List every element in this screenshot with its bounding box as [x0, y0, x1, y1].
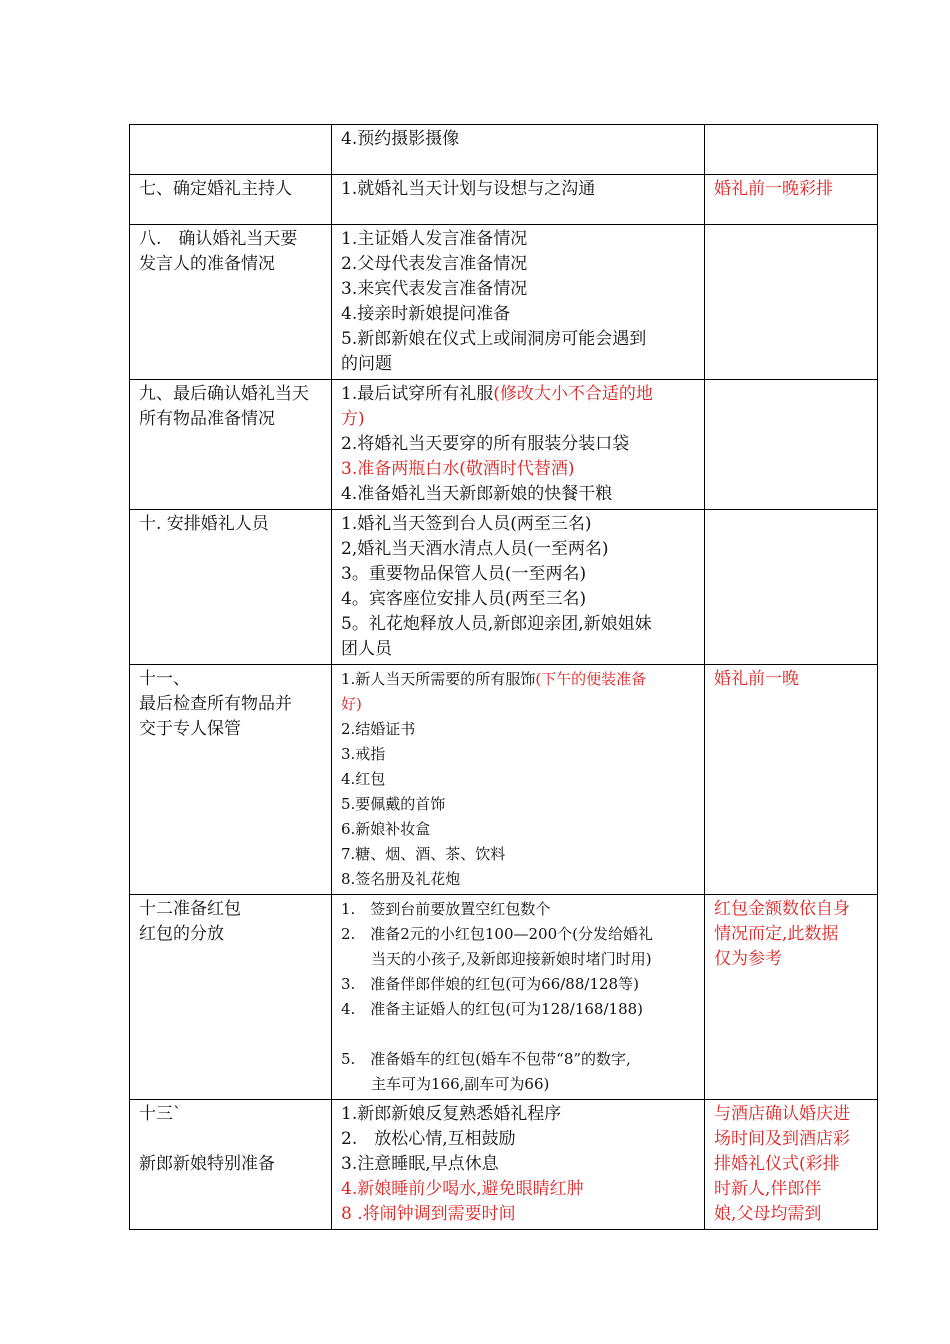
- checklist-item: [341, 817, 698, 842]
- item-text: 4.接亲时新娘提问准备: [341, 304, 511, 324]
- checklist-item: [341, 1152, 698, 1177]
- table-row: [130, 225, 878, 380]
- checklist-item: [341, 227, 698, 252]
- section-title-line: 十. 安排婚礼人员: [139, 514, 269, 534]
- highlight-text: 好): [341, 695, 362, 713]
- item-text: 2.结婚证书: [341, 720, 416, 738]
- item-text: 7.糖、烟、酒、茶、饮料: [341, 845, 506, 863]
- note-line: [714, 127, 871, 152]
- item-text: 团人员: [341, 639, 392, 659]
- checklist-items-cell: [332, 380, 705, 510]
- checklist-item: [341, 1102, 698, 1127]
- section-title-line: 八. 确认婚礼当天要: [139, 229, 298, 249]
- item-text: 1.就婚礼当天计划与设想与之沟通: [341, 179, 596, 199]
- checklist-item: [341, 637, 698, 662]
- table-row: [130, 665, 878, 895]
- section-title-cell: [130, 510, 332, 665]
- note-line: 娘,父母均需到: [714, 1204, 822, 1224]
- checklist-items-cell: [332, 175, 705, 225]
- section-title-line: 新郎新娘特别准备: [139, 1154, 275, 1174]
- checklist-item: [341, 1177, 698, 1202]
- note-line: 场时间及到酒店彩: [714, 1129, 850, 1149]
- checklist-item: [341, 1022, 698, 1047]
- checklist-item: [341, 922, 698, 947]
- checklist-item: [341, 127, 698, 152]
- section-title-line: 最后检查所有物品并: [139, 694, 292, 714]
- checklist-item: [341, 997, 698, 1022]
- note-cell: [705, 895, 878, 1100]
- section-title-line: 七、确定婚礼主持人: [139, 179, 292, 199]
- note-cell: [705, 125, 878, 175]
- item-text: 2. 准备2元的小红包100—200个(分发给婚礼: [341, 925, 653, 943]
- checklist-item: [341, 842, 698, 867]
- item-text: 1.最后试穿所有礼服: [341, 384, 494, 404]
- table-row: [130, 1100, 878, 1230]
- item-text: 1.新人当天所需要的所有服饰: [341, 670, 536, 688]
- checklist-item: [341, 1047, 698, 1072]
- highlight-text: 3.准备两瓶白水(敬酒时代替酒): [341, 459, 575, 479]
- section-title-line: 九、最后确认婚礼当天: [139, 384, 309, 404]
- checklist-item: [341, 177, 698, 202]
- item-text: 4.红包: [341, 770, 386, 788]
- note-line: 排婚礼仪式(彩排: [714, 1154, 840, 1174]
- checklist-item: [341, 302, 698, 327]
- item-text: 5. 准备婚车的红包(婚车不包带“8”的数字,: [341, 1050, 631, 1068]
- section-title-cell: [130, 125, 332, 175]
- item-text: 2.父母代表发言准备情况: [341, 254, 528, 274]
- checklist-items-cell: [332, 1100, 705, 1230]
- checklist-item: [341, 692, 698, 717]
- checklist-item: [341, 587, 698, 612]
- note-line: 时新人,伴郎伴: [714, 1179, 822, 1199]
- item-text: 的问题: [341, 354, 392, 374]
- section-title-line: 十三`: [139, 1104, 182, 1124]
- note-cell: [705, 510, 878, 665]
- item-text: 2. 放松心情,互相鼓励: [341, 1129, 516, 1149]
- checklist-item: [341, 537, 698, 562]
- section-title-line: 发言人的准备情况: [139, 254, 275, 274]
- table-row: [130, 380, 878, 510]
- item-text: 3。重要物品保管人员(一至两名): [341, 564, 587, 584]
- item-text: 8.签名册及礼花炮: [341, 870, 461, 888]
- note-line: 婚礼前一晚彩排: [714, 179, 833, 199]
- checklist-item: [341, 482, 698, 507]
- highlight-text: 方): [341, 409, 365, 429]
- table-row: [130, 895, 878, 1100]
- note-line: 红包金额数依自身: [714, 899, 850, 919]
- section-title-cell: [130, 895, 332, 1100]
- note-cell: [705, 665, 878, 895]
- checklist-item: [341, 382, 698, 407]
- checklist-items-cell: [332, 895, 705, 1100]
- checklist-item: [341, 352, 698, 377]
- item-text: 1.婚礼当天签到台人员(两至三名): [341, 514, 592, 534]
- checklist-item: [341, 407, 698, 432]
- checklist-item: [341, 867, 698, 892]
- section-title-cell: [130, 175, 332, 225]
- checklist-item: [341, 792, 698, 817]
- highlight-text: (下午的便装准备: [535, 670, 647, 688]
- checklist-item: [341, 767, 698, 792]
- item-text: 主车可为166,副车可为66): [341, 1075, 550, 1093]
- highlight-text: 4.新娘睡前少喝水,避免眼睛红肿: [341, 1179, 584, 1199]
- item-text: 3.注意睡眠,早点休息: [341, 1154, 499, 1174]
- checklist-item: [341, 897, 698, 922]
- section-title-line: 红包的分放: [139, 924, 224, 944]
- section-title-line: 十一、: [139, 669, 190, 689]
- checklist-items-cell: [332, 665, 705, 895]
- item-text: 5.要佩戴的首饰: [341, 795, 446, 813]
- checklist-item: [341, 612, 698, 637]
- item-text: 5。礼花炮释放人员,新郎迎亲团,新娘姐妹: [341, 614, 652, 634]
- checklist-item: [341, 457, 698, 482]
- checklist-items-cell: [332, 225, 705, 380]
- checklist-item: [341, 327, 698, 352]
- table-row: [130, 125, 878, 175]
- checklist-item: [341, 562, 698, 587]
- section-title-cell: [130, 225, 332, 380]
- note-line: 与酒店确认婚庆进: [714, 1104, 850, 1124]
- table-row: [130, 510, 878, 665]
- item-text: 4。宾客座位安排人员(两至三名): [341, 589, 587, 609]
- note-cell: [705, 380, 878, 510]
- note-line: [714, 227, 871, 252]
- item-text: 当天的小孩子,及新郎迎接新娘时堵门时用): [341, 950, 652, 968]
- highlight-text: 8 .将闹钟调到需要时间: [341, 1204, 516, 1224]
- item-text: 3.来宾代表发言准备情况: [341, 279, 528, 299]
- note-cell: [705, 175, 878, 225]
- checklist-item: [341, 1072, 698, 1097]
- item-text: 2.将婚礼当天要穿的所有服装分装口袋: [341, 434, 630, 454]
- note-line: [714, 382, 871, 407]
- note-line: [714, 512, 871, 537]
- section-title-line: [139, 127, 325, 152]
- checklist-item: [341, 947, 698, 972]
- table-row: [130, 175, 878, 225]
- checklist-items-cell: [332, 125, 705, 175]
- item-text: 4.准备婚礼当天新郎新娘的快餐干粮: [341, 484, 613, 504]
- checklist-item: [341, 432, 698, 457]
- section-title-cell: [130, 665, 332, 895]
- item-text: 2,婚礼当天酒水清点人员(一至两名): [341, 539, 609, 559]
- section-title-line: 所有物品准备情况: [139, 409, 275, 429]
- note-cell: [705, 1100, 878, 1230]
- section-title-line: [139, 1127, 325, 1152]
- checklist-item: [341, 1127, 698, 1152]
- checklist-item: [341, 972, 698, 997]
- checklist-item: [341, 512, 698, 537]
- item-text: 4.预约摄影摄像: [341, 129, 460, 149]
- item-text: 1.新郎新娘反复熟悉婚礼程序: [341, 1104, 562, 1124]
- checklist-item: [341, 717, 698, 742]
- checklist-item: [341, 1202, 698, 1227]
- highlight-text: (修改大小不合适的地: [493, 384, 653, 404]
- section-title-line: 交于专人保管: [139, 719, 241, 739]
- section-title-cell: [130, 1100, 332, 1230]
- table-body: [130, 125, 878, 1230]
- item-text: 4. 准备主证婚人的红包(可为128/168/188): [341, 1000, 644, 1018]
- item-text: 3. 准备伴郎伴娘的红包(可为66/88/128等): [341, 975, 639, 993]
- section-title-cell: [130, 380, 332, 510]
- item-text: 1.主证婚人发言准备情况: [341, 229, 528, 249]
- checklist-item: [341, 667, 698, 692]
- checklist-item: [341, 252, 698, 277]
- note-line: 仅为参考: [714, 949, 782, 969]
- section-title-line: 十二准备红包: [139, 899, 241, 919]
- note-line: 情况而定,此数据: [714, 924, 839, 944]
- note-line: 婚礼前一晚: [714, 669, 799, 689]
- item-text: 1. 签到台前要放置空红包数个: [341, 900, 551, 918]
- wedding-checklist-table: [129, 124, 878, 1230]
- checklist-items-cell: [332, 510, 705, 665]
- item-text: 6.新娘补妆盒: [341, 820, 431, 838]
- checklist-item: [341, 742, 698, 767]
- item-text: 5.新郎新娘在仪式上或闹洞房可能会遇到: [341, 329, 647, 349]
- note-cell: [705, 225, 878, 380]
- item-text: 3.戒指: [341, 745, 386, 763]
- checklist-item: [341, 277, 698, 302]
